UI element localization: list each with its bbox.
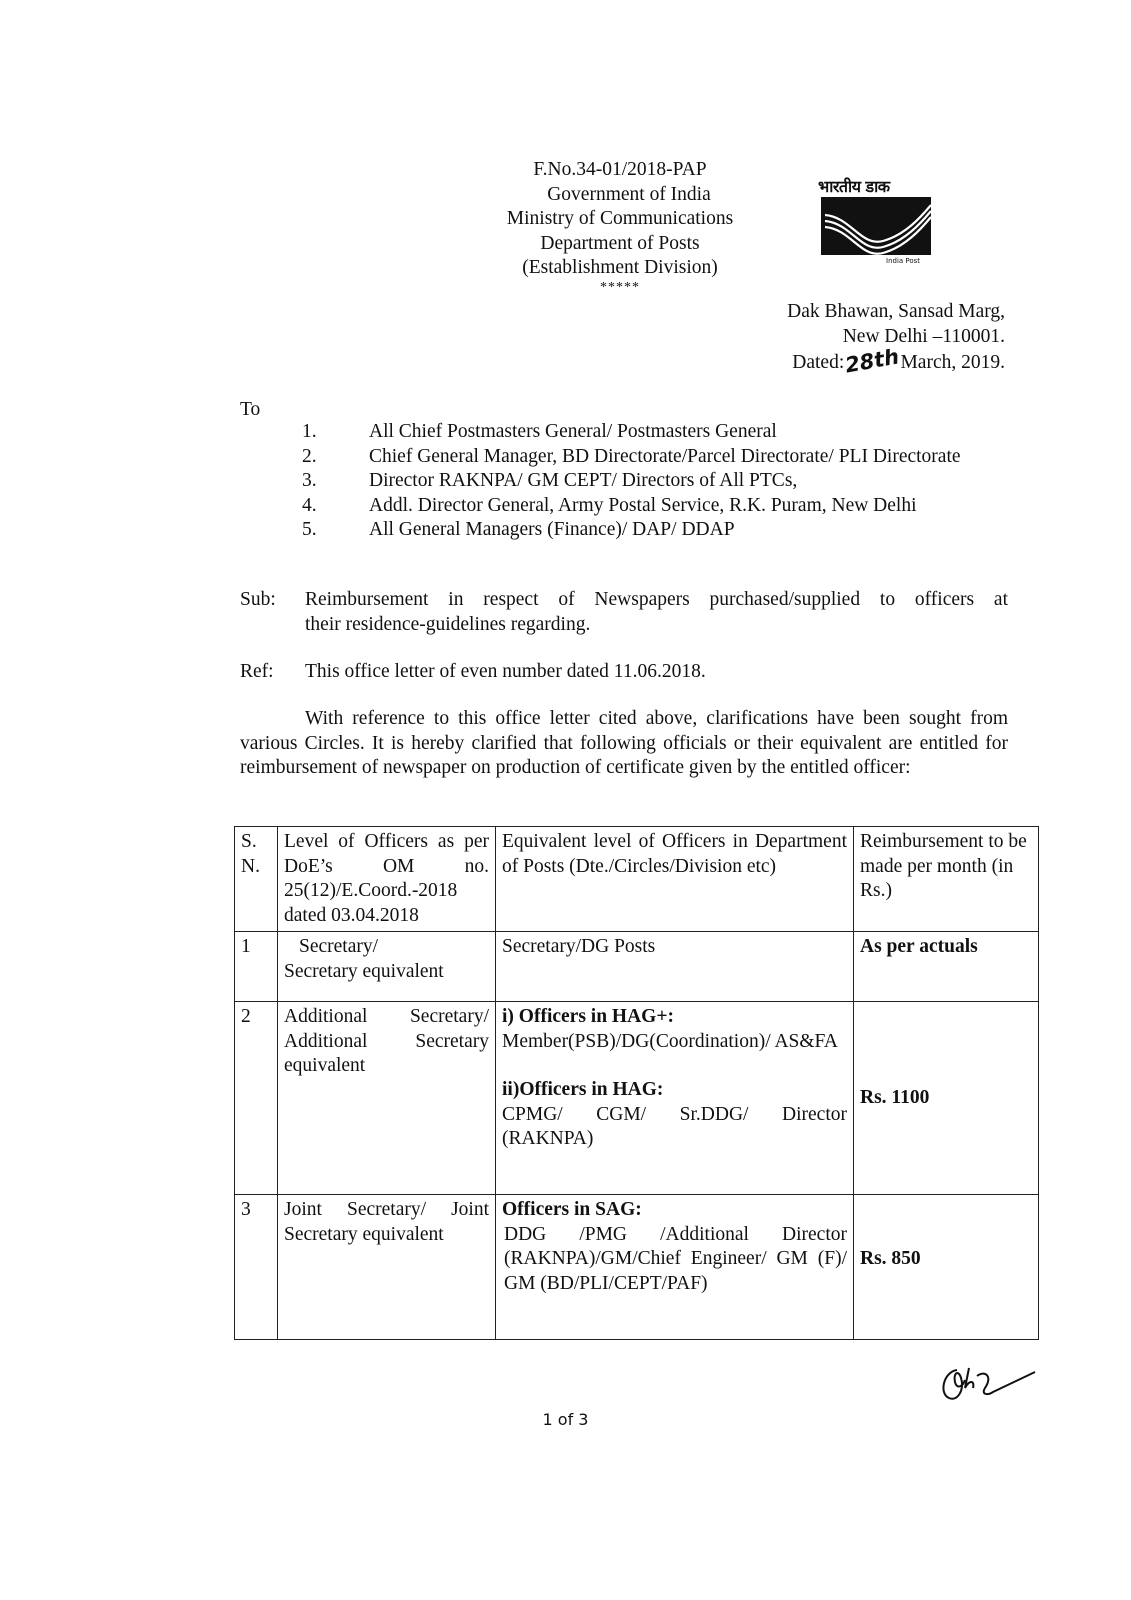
recipient-number: 3. <box>302 470 317 491</box>
body-paragraph <box>240 707 1008 781</box>
cell-amount: As per actuals <box>854 932 1039 1002</box>
recipient-item <box>302 445 1008 470</box>
cell-sn: 2 <box>235 1002 278 1195</box>
address-line-1: Dak Bhawan, Sansad Marg, <box>787 301 1005 322</box>
page-number: 1 of 3 <box>542 1410 589 1429</box>
recipient-text: All Chief Postmasters General/ Postmasters General <box>369 421 777 442</box>
logo-envelope-icon <box>821 197 931 255</box>
subject-label: Sub: <box>240 589 276 610</box>
recipient-number: 4. <box>302 494 317 516</box>
date-line <box>787 344 1005 378</box>
header-stars: ***** <box>600 279 640 295</box>
recipient-text: Chief General Manager, BD Directorate/Parcel Directorate/ PLI Directorate <box>369 445 961 467</box>
recipient-item <box>302 469 1008 494</box>
header-department: Department of Posts <box>540 232 700 254</box>
logo-tagline: India Post <box>886 257 921 265</box>
group-title-hag: ii)Officers in HAG: <box>502 1079 664 1100</box>
to-label: To <box>240 399 261 420</box>
group-title-sag: Officers in SAG: <box>502 1199 642 1220</box>
header-equivalent: Equivalent level of Officers in Department of Posts (Dte./Circles/Division etc) <box>496 827 854 932</box>
table-header-row <box>235 827 1039 932</box>
cell-level-line-2: Secretary equivalent <box>284 960 444 982</box>
header-sn: S. N. <box>235 827 278 932</box>
dated-label: Dated: <box>792 352 845 373</box>
table-row <box>235 1002 1039 1195</box>
recipient-number: 2. <box>302 445 317 467</box>
reimbursement-table <box>234 826 1039 1340</box>
cell-level-line-1: Secretary/ <box>299 936 379 957</box>
body-paragraph-text: With reference to this office letter cited above, clarifications have been sought from various Circles. It is hereby clarified that following officials or their equivalent are entitled for reimbursement of newspaper on production of certificate given by the entitled officer: <box>240 708 1008 778</box>
address-line-2: New Delhi –110001. <box>842 325 1005 347</box>
cell-equivalent <box>496 1002 854 1195</box>
subject-text <box>305 588 1008 637</box>
recipient-text: All General Managers (Finance)/ DAP/ DDAP <box>369 519 735 540</box>
handwritten-day: 28th <box>843 344 902 378</box>
cell-amount: Rs. 1100 <box>854 1002 1039 1195</box>
subject-line-2: their residence-guidelines regarding. <box>305 613 591 635</box>
file-number: F.No.34-01/2018-PAP <box>533 159 707 180</box>
recipient-list <box>302 420 1008 543</box>
subject-line-1: Reimbursement in respect of Newspapers purchased/supplied to officers at <box>305 589 1008 610</box>
header-reimbursement: Reimbursement to be made per month (in Rs.) <box>854 827 1039 932</box>
header-level: Level of Officers as per DoE’s OM no. 25(12)/E.Coord.-2018 dated 03.04.2018 <box>278 827 496 932</box>
table-row <box>235 932 1039 1002</box>
table-row <box>235 1195 1039 1340</box>
dated-month-year: March, 2019. <box>900 352 1005 373</box>
header-division: (Establishment Division) <box>522 257 718 278</box>
reference-text: This office letter of even number dated 11.06.2018. <box>305 661 706 682</box>
recipient-number: 5. <box>302 519 317 540</box>
recipient-number: 1. <box>302 421 317 442</box>
group-text-sag: DDG /PMG /Additional Director (RAKNPA)/GM/Chief Engineer/ GM (F)/ GM (BD/PLI/CEPT/PAF) <box>504 1223 847 1294</box>
subject-block <box>240 588 1008 637</box>
header-ministry: Ministry of Communications <box>506 208 734 229</box>
header-government: Government of India <box>547 183 711 205</box>
cell-level: Additional Secretary/ Additional Secretary equivalent <box>278 1002 496 1195</box>
cell-level <box>278 932 496 1002</box>
cell-amount: Rs. 850 <box>854 1195 1039 1340</box>
group-text-hag-plus: Member(PSB)/DG(Coordination)/ AS&FA <box>502 1030 839 1052</box>
reference-block <box>240 660 1008 685</box>
recipient-text: Director RAKNPA/ GM CEPT/ Directors of All PTCs, <box>369 470 798 491</box>
address-block <box>787 300 1005 376</box>
cell-level: Joint Secretary/ Joint Secretary equivalent <box>278 1195 496 1340</box>
cell-sn: 1 <box>235 932 278 1002</box>
india-post-logo-icon <box>816 175 946 270</box>
recipient-item <box>302 518 1008 543</box>
letter-header <box>470 158 770 295</box>
group-title-hag-plus: i) Officers in HAG+: <box>502 1006 674 1027</box>
recipient-item <box>302 494 1008 519</box>
recipient-item <box>302 420 1008 445</box>
cell-equivalent: Secretary/DG Posts <box>496 932 854 1002</box>
cell-equivalent <box>496 1195 854 1340</box>
reference-label: Ref: <box>240 661 274 682</box>
group-text-hag: CPMG/ CGM/ Sr.DDG/ Director (RAKNPA) <box>502 1103 847 1149</box>
recipient-text: Addl. Director General, Army Postal Service, R.K. Puram, New Delhi <box>369 494 917 516</box>
logo-hindi-text: भारतीय डाक <box>818 177 890 196</box>
cell-sn: 3 <box>235 1195 278 1340</box>
handwritten-signature-icon <box>935 1360 1045 1410</box>
